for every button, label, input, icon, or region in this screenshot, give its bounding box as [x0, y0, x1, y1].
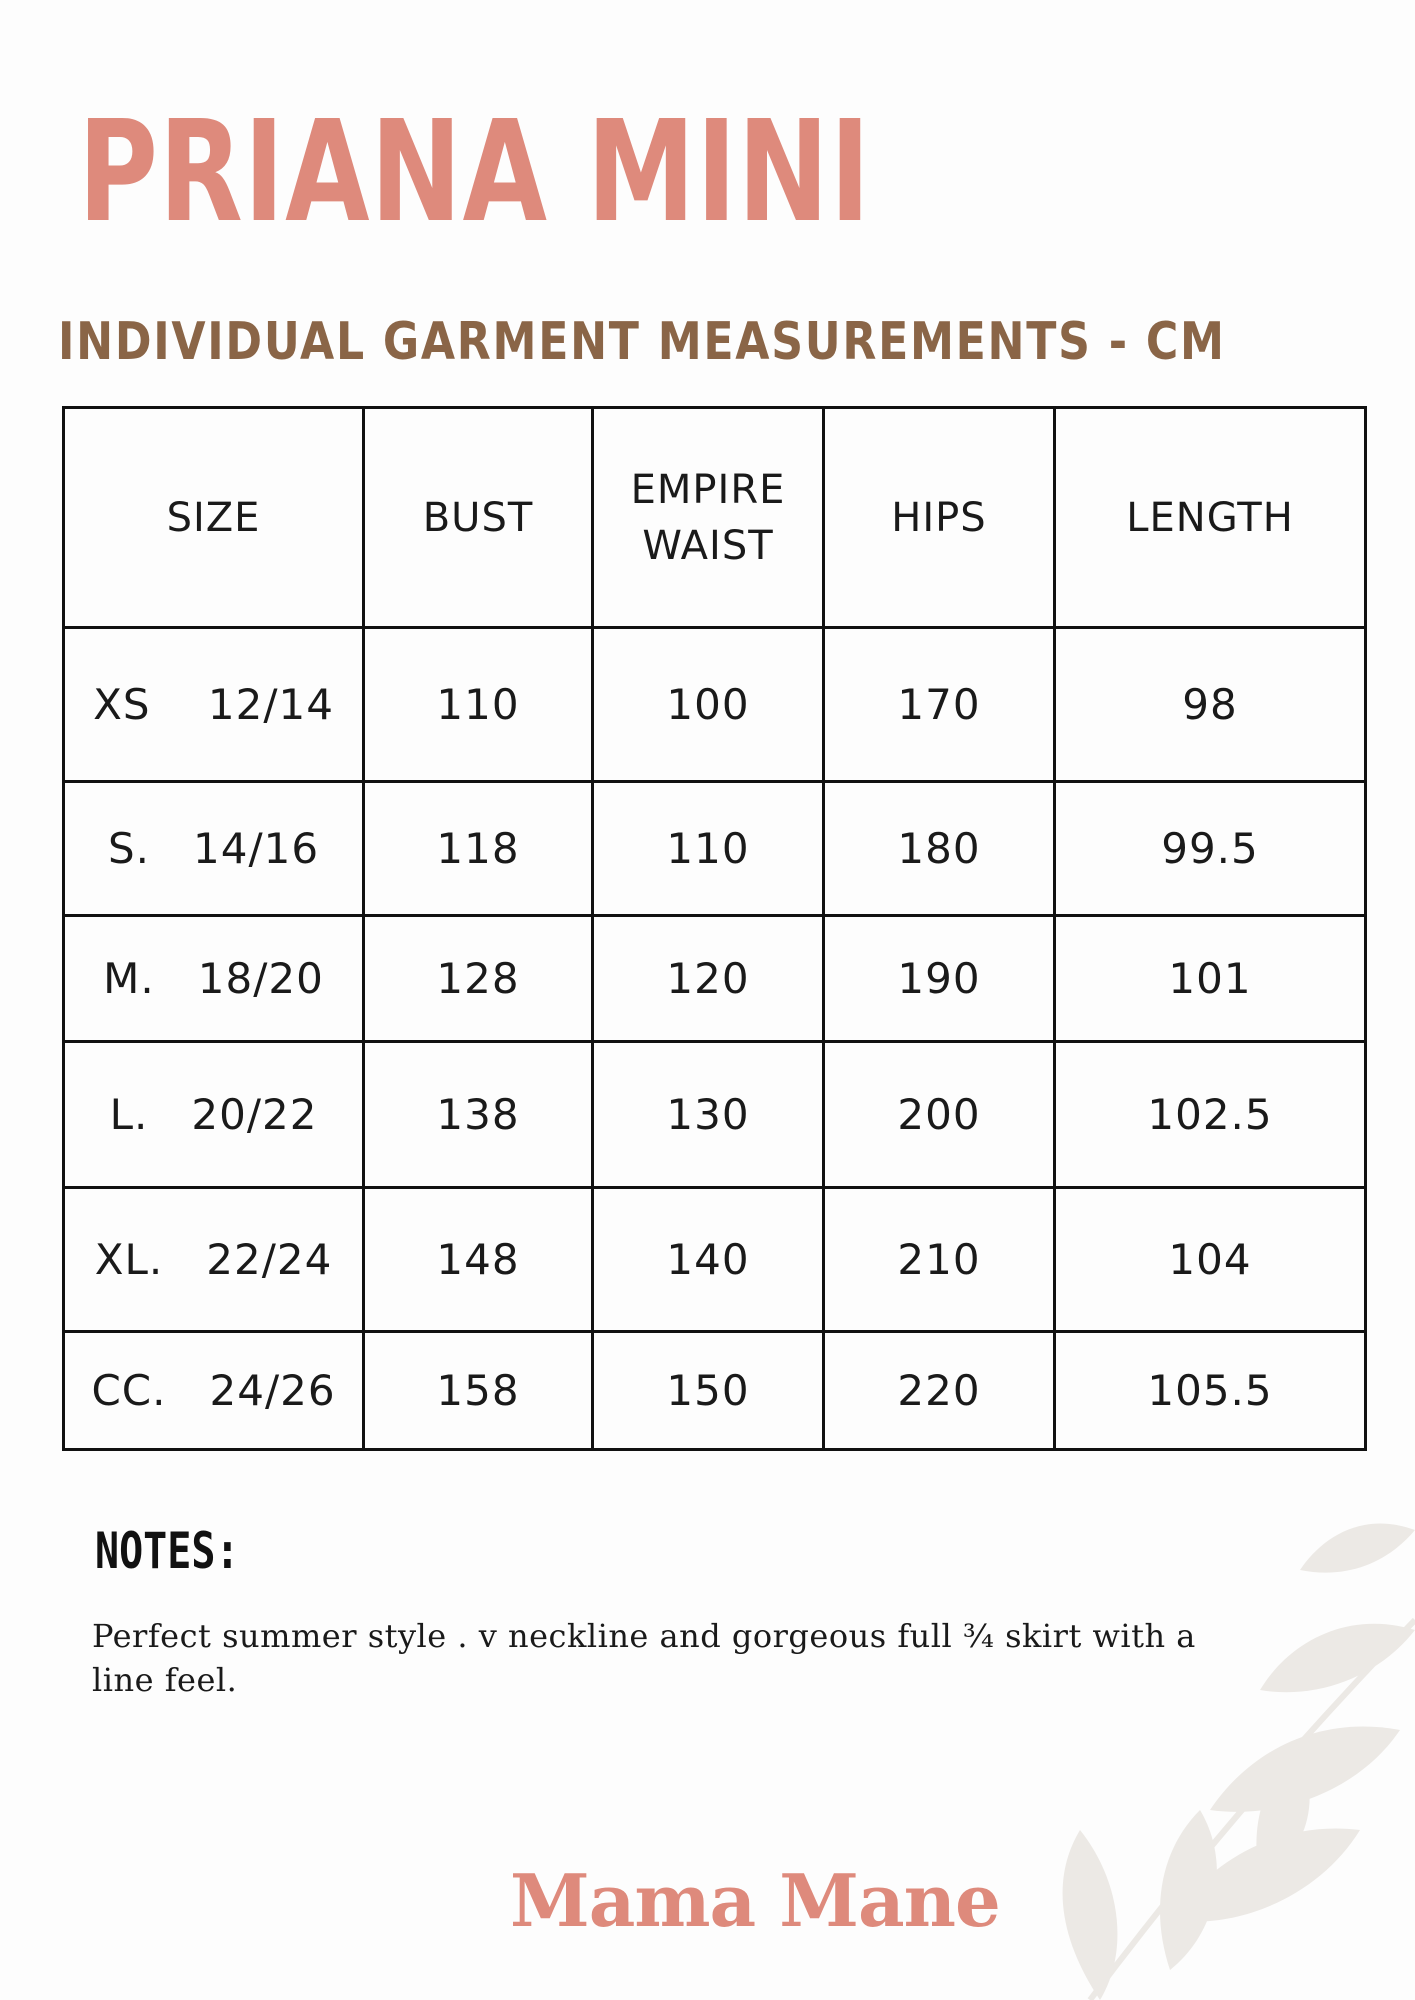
- length-cell: 99.5: [1055, 782, 1366, 916]
- waist-cell: 110: [593, 782, 824, 916]
- brand-logo: Mama Mane: [510, 1858, 1000, 1943]
- hips-cell: 170: [824, 628, 1055, 782]
- hips-cell: 180: [824, 782, 1055, 916]
- notes-heading: NOTES:: [95, 1522, 240, 1580]
- hips-cell: 190: [824, 916, 1055, 1042]
- size-cell: CC. 24/26: [64, 1332, 364, 1450]
- hips-cell: 220: [824, 1332, 1055, 1450]
- bust-cell: 110: [364, 628, 593, 782]
- table-header-row: [64, 408, 1366, 628]
- length-cell: 98: [1055, 628, 1366, 782]
- waist-cell: 120: [593, 916, 824, 1042]
- waist-cell: 130: [593, 1042, 824, 1188]
- bust-cell: 128: [364, 916, 593, 1042]
- page-title: PRIANA MINI: [78, 91, 872, 254]
- length-cell: 101: [1055, 916, 1366, 1042]
- size-cell: S. 14/16: [64, 782, 364, 916]
- bust-cell: 158: [364, 1332, 593, 1450]
- header-size: SIZE: [64, 408, 364, 628]
- bust-cell: 138: [364, 1042, 593, 1188]
- leaf-branch-icon: [980, 1500, 1415, 2000]
- length-cell: 102.5: [1055, 1042, 1366, 1188]
- table-row: [64, 916, 1366, 1042]
- table-row: [64, 1332, 1366, 1450]
- size-cell: XL. 22/24: [64, 1188, 364, 1332]
- size-cell: XS 12/14: [64, 628, 364, 782]
- waist-cell: 150: [593, 1332, 824, 1450]
- header-hips: HIPS: [824, 408, 1055, 628]
- length-cell: 104: [1055, 1188, 1366, 1332]
- table-row: [64, 1188, 1366, 1332]
- size-cell: M. 18/20: [64, 916, 364, 1042]
- hips-cell: 200: [824, 1042, 1055, 1188]
- bust-cell: 148: [364, 1188, 593, 1332]
- header-empire-waist: EMPIRE WAIST: [593, 408, 824, 628]
- table-row: [64, 628, 1366, 782]
- table-row: [64, 1042, 1366, 1188]
- bust-cell: 118: [364, 782, 593, 916]
- size-chart-table: [62, 406, 1367, 1451]
- hips-cell: 210: [824, 1188, 1055, 1332]
- size-cell: L. 20/22: [64, 1042, 364, 1188]
- table-row: [64, 782, 1366, 916]
- header-bust: BUST: [364, 408, 593, 628]
- notes-text: Perfect summer style . v neckline and gorgeous full ¾ skirt with a line feel.: [92, 1617, 1196, 1699]
- header-length: LENGTH: [1055, 408, 1366, 628]
- waist-cell: 100: [593, 628, 824, 782]
- length-cell: 105.5: [1055, 1332, 1366, 1450]
- page-subtitle: INDIVIDUAL GARMENT MEASUREMENTS - CM: [58, 312, 1226, 372]
- waist-cell: 140: [593, 1188, 824, 1332]
